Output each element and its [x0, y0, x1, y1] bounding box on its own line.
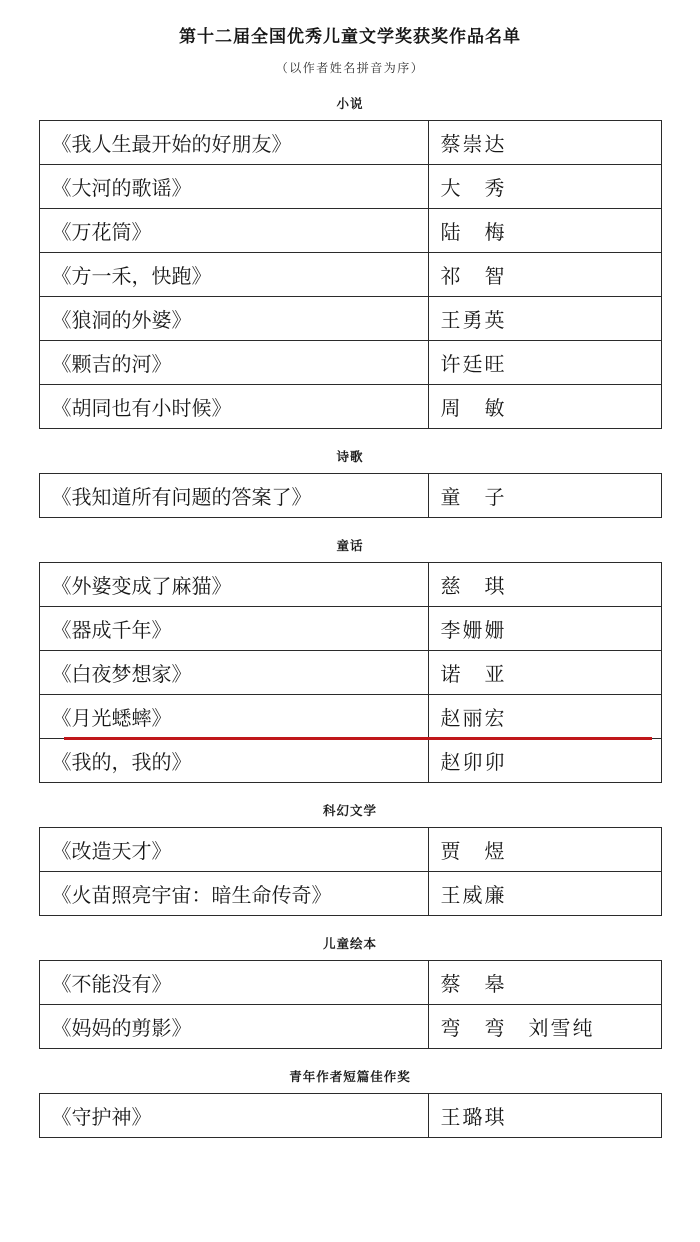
section-heading: 诗歌: [336, 450, 364, 464]
table-row: [39, 961, 661, 1005]
table-row: [39, 607, 661, 651]
work-title: 《月光蟋蟀》: [39, 695, 428, 739]
work-title: 《器成千年》: [39, 607, 428, 651]
table-row: [39, 209, 661, 253]
awards-table: [39, 827, 662, 916]
author-name: 陆 梅: [428, 209, 661, 253]
section-young-author: [0, 1067, 700, 1138]
page-title: 第十二届全国优秀儿童文学奖获奖作品名单: [179, 27, 521, 46]
work-title: 《狼洞的外婆》: [39, 297, 428, 341]
table-row: [39, 121, 661, 165]
awards-table: [39, 1093, 662, 1138]
work-title: 《大河的歌谣》: [39, 165, 428, 209]
author-name: 赵丽宏: [428, 695, 661, 739]
work-title: 《万花筒》: [39, 209, 428, 253]
table-row: [39, 253, 661, 297]
page-subtitle: （以作者姓名拼音为序）: [275, 61, 425, 75]
author-name: 王勇英: [428, 297, 661, 341]
work-title: 《方一禾，快跑》: [39, 253, 428, 297]
author-name: 李姗姗: [428, 607, 661, 651]
table-row: [39, 872, 661, 916]
highlight-underline: [64, 737, 652, 740]
section-scifi: [0, 801, 700, 916]
work-title: 《妈妈的剪影》: [39, 1005, 428, 1049]
section-novel: [0, 94, 700, 429]
section-picturebook: [0, 934, 700, 1049]
table-row-highlighted: [39, 695, 661, 739]
author-name: 许廷旺: [428, 341, 661, 385]
work-title: 《我人生最开始的好朋友》: [39, 121, 428, 165]
work-title: 《不能没有》: [39, 961, 428, 1005]
author-name: 赵卯卯: [428, 739, 661, 783]
work-title: 《白夜梦想家》: [39, 651, 428, 695]
awards-table: [39, 120, 662, 429]
work-title: 《我知道所有问题的答案了》: [39, 474, 428, 518]
section-heading: 童话: [336, 539, 364, 553]
work-title: 《改造天才》: [39, 828, 428, 872]
author-name: 童 子: [428, 474, 661, 518]
author-name: 诺 亚: [428, 651, 661, 695]
table-row: [39, 1005, 661, 1049]
table-row: [39, 828, 661, 872]
author-name: 贾 煜: [428, 828, 661, 872]
table-row: [39, 297, 661, 341]
table-row: [39, 165, 661, 209]
table-row: [39, 651, 661, 695]
awards-table: [39, 960, 662, 1049]
section-poetry: [0, 447, 700, 518]
author-name: 王璐琪: [428, 1094, 661, 1138]
author-name: 周 敏: [428, 385, 661, 429]
table-row: [39, 341, 661, 385]
section-heading: 儿童绘本: [322, 937, 377, 951]
work-title: 《我的，我的》: [39, 739, 428, 783]
author-name: 慈 琪: [428, 563, 661, 607]
section-heading: 青年作者短篇佳作奖: [289, 1070, 411, 1084]
table-row: [39, 474, 661, 518]
awards-table: [39, 562, 662, 783]
work-title: 《火苗照亮宇宙：暗生命传奇》: [39, 872, 428, 916]
section-heading: 小说: [336, 97, 364, 111]
awards-table: [39, 473, 662, 518]
work-title: 《胡同也有小时候》: [39, 385, 428, 429]
table-row: [39, 1094, 661, 1138]
section-fairytale: [0, 536, 700, 783]
table-row: [39, 563, 661, 607]
author-name: 蔡崇达: [428, 121, 661, 165]
table-row: [39, 739, 661, 783]
work-title: 《颗吉的河》: [39, 341, 428, 385]
author-name: 蔡 皋: [428, 961, 661, 1005]
work-title: 《守护神》: [39, 1094, 428, 1138]
table-row: [39, 385, 661, 429]
author-name: 大 秀: [428, 165, 661, 209]
section-heading: 科幻文学: [322, 804, 377, 818]
work-title: 《外婆变成了麻猫》: [39, 563, 428, 607]
author-name: 弯 弯 刘雪纯: [428, 1005, 661, 1049]
author-name: 王威廉: [428, 872, 661, 916]
author-name: 祁 智: [428, 253, 661, 297]
